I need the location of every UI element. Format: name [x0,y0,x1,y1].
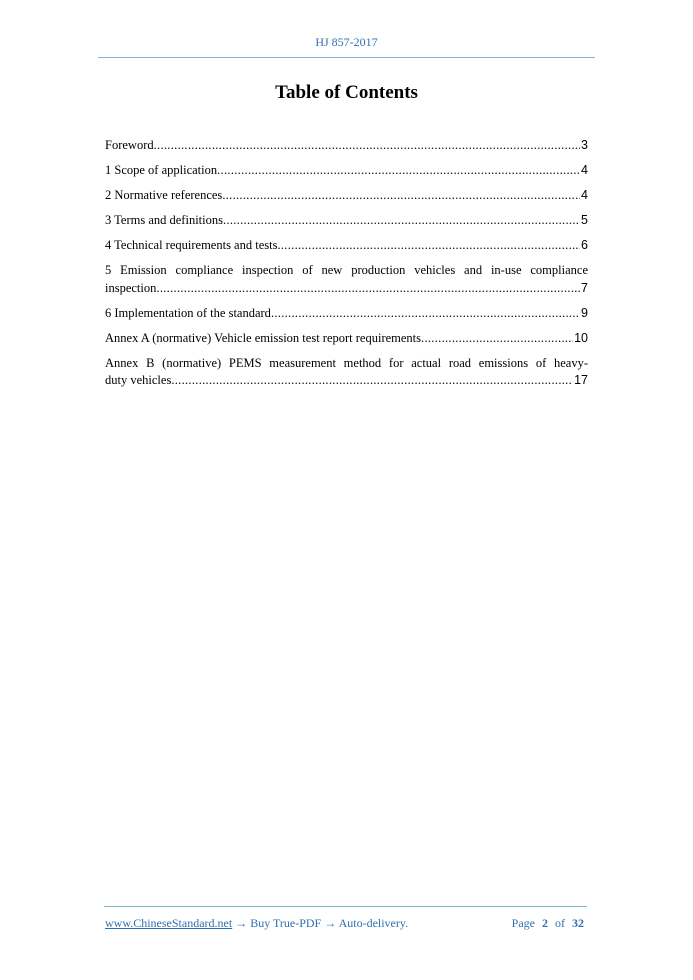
toc-entry-page: 3 [581,138,588,152]
toc-entry-page: 6 [581,238,588,252]
toc-entry-title: 1 Scope of application [105,163,218,177]
toc-leader-dots [223,212,580,230]
toc-entry-page: 4 [581,188,588,202]
page-number [512,916,588,931]
toc-leader-dots [271,305,580,323]
page-word: Page [511,916,535,930]
toc-entry-normative-references[interactable] [105,187,588,205]
toc-leader-dots [277,237,580,255]
toc-entry-technical-requirements[interactable] [105,237,588,255]
toc-entry-emission-compliance[interactable] [105,262,588,297]
toc-title: Table of Contents [275,82,418,103]
toc-entry-title: 2 Normative references [105,188,223,202]
toc-entry-title: 4 Technical requirements and tests [105,238,278,252]
footer-divider [104,906,587,907]
page-current: 2 [542,916,548,930]
toc-entry-page: 5 [581,213,588,227]
toc-entry-page: 7 [581,280,588,295]
toc-leader-dots [421,330,573,348]
toc-entry-scope[interactable] [105,162,588,180]
toc-entry-title: 3 Terms and definitions [105,213,223,227]
footer-promo-text: → Buy True-PDF → Auto-delivery. [232,916,409,930]
toc-entry-title: 6 Implementation of the standard [105,305,271,320]
toc-entry-title-line1: Annex B (normative) PEMS measurement method for actual road emissions of heavy- [105,355,588,370]
toc-entry-page: 4 [581,163,588,177]
toc-leader-dots [171,372,573,390]
toc-entry-annex-b[interactable] [105,355,588,390]
toc-leader-dots [154,137,580,155]
toc-entry-foreword[interactable] [105,137,588,155]
page-total: 32 [572,916,584,930]
website-link[interactable]: www.ChineseStandard.net [105,916,233,930]
footer-promo [105,916,408,931]
toc-entry-page: 10 [574,330,588,345]
table-of-contents [105,137,588,397]
toc-entry-page: 9 [581,305,588,320]
toc-entry-title-line2: duty vehicles [105,373,172,387]
of-word: of [555,916,565,930]
header-divider [98,57,595,58]
toc-entry-title: Foreword [105,138,154,152]
toc-entry-title-line2: inspection [105,280,157,295]
toc-entry-title: Annex A (normative) Vehicle emission test report requirements [105,330,422,345]
page-footer [105,916,588,931]
toc-entry-page: 17 [574,373,588,387]
toc-entry-terms-definitions[interactable] [105,212,588,230]
toc-leader-dots [222,187,580,205]
document-code: HJ 857-2017 [315,35,378,49]
toc-entry-title-line1: 5 Emission compliance inspection of new production vehicles and in-use compliance [105,263,588,277]
toc-entry-implementation[interactable] [105,305,588,323]
toc-leader-dots [217,162,580,180]
toc-leader-dots [156,280,580,298]
toc-entry-annex-a[interactable] [105,330,588,348]
